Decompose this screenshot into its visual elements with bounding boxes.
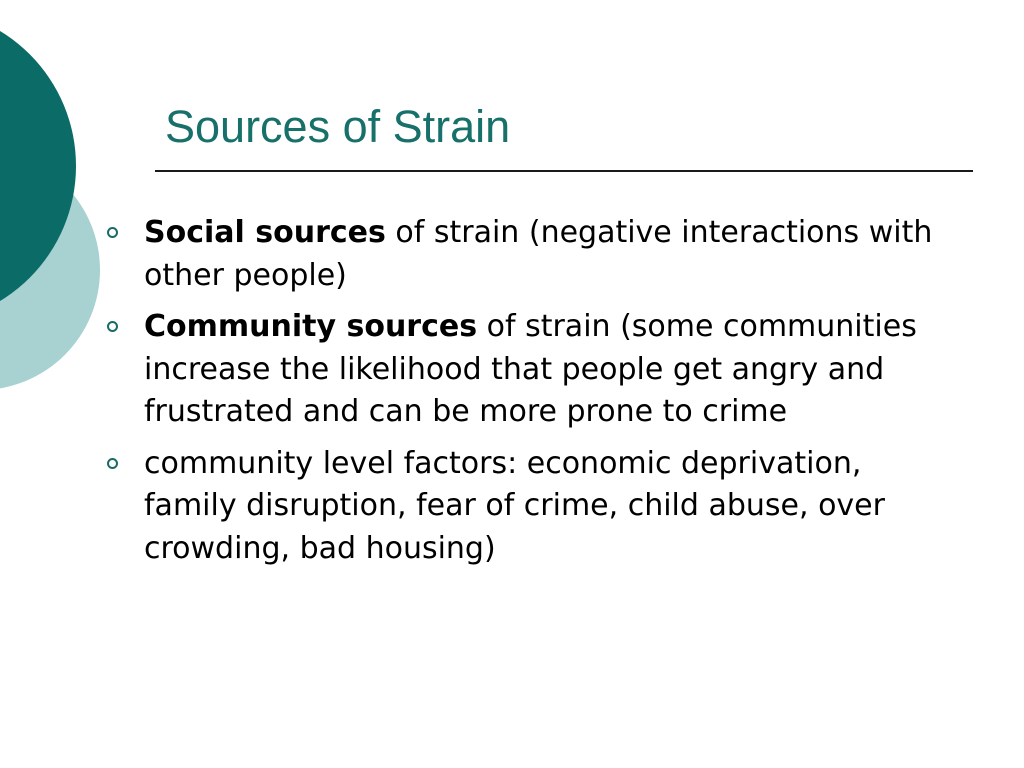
- title-divider: [155, 170, 973, 172]
- hollow-circle-bullet-icon: [107, 227, 118, 238]
- bullet-item-social-sources: [100, 212, 960, 297]
- hollow-circle-bullet-icon: [107, 458, 118, 469]
- bullet-bold-text: Community sources: [144, 309, 478, 344]
- bullet-bold-text: Social sources: [144, 215, 386, 250]
- bullet-item-community-level-factors: [100, 443, 960, 571]
- hollow-circle-bullet-icon: [107, 321, 118, 332]
- slide-title: Sources of Strain: [165, 101, 511, 152]
- bullet-list: [100, 212, 960, 579]
- bullet-text: community level factors: economic deprivation, family disruption, fear of crime, child abuse, over crowding, bad housing): [144, 445, 885, 566]
- bullet-text: of strain (negative interactions with other people): [144, 215, 933, 293]
- bullet-text: of strain (some communities increase the likelihood that people get angry and frustrated and can be more prone to crime: [144, 309, 917, 429]
- bullet-item-community-sources: [100, 306, 960, 434]
